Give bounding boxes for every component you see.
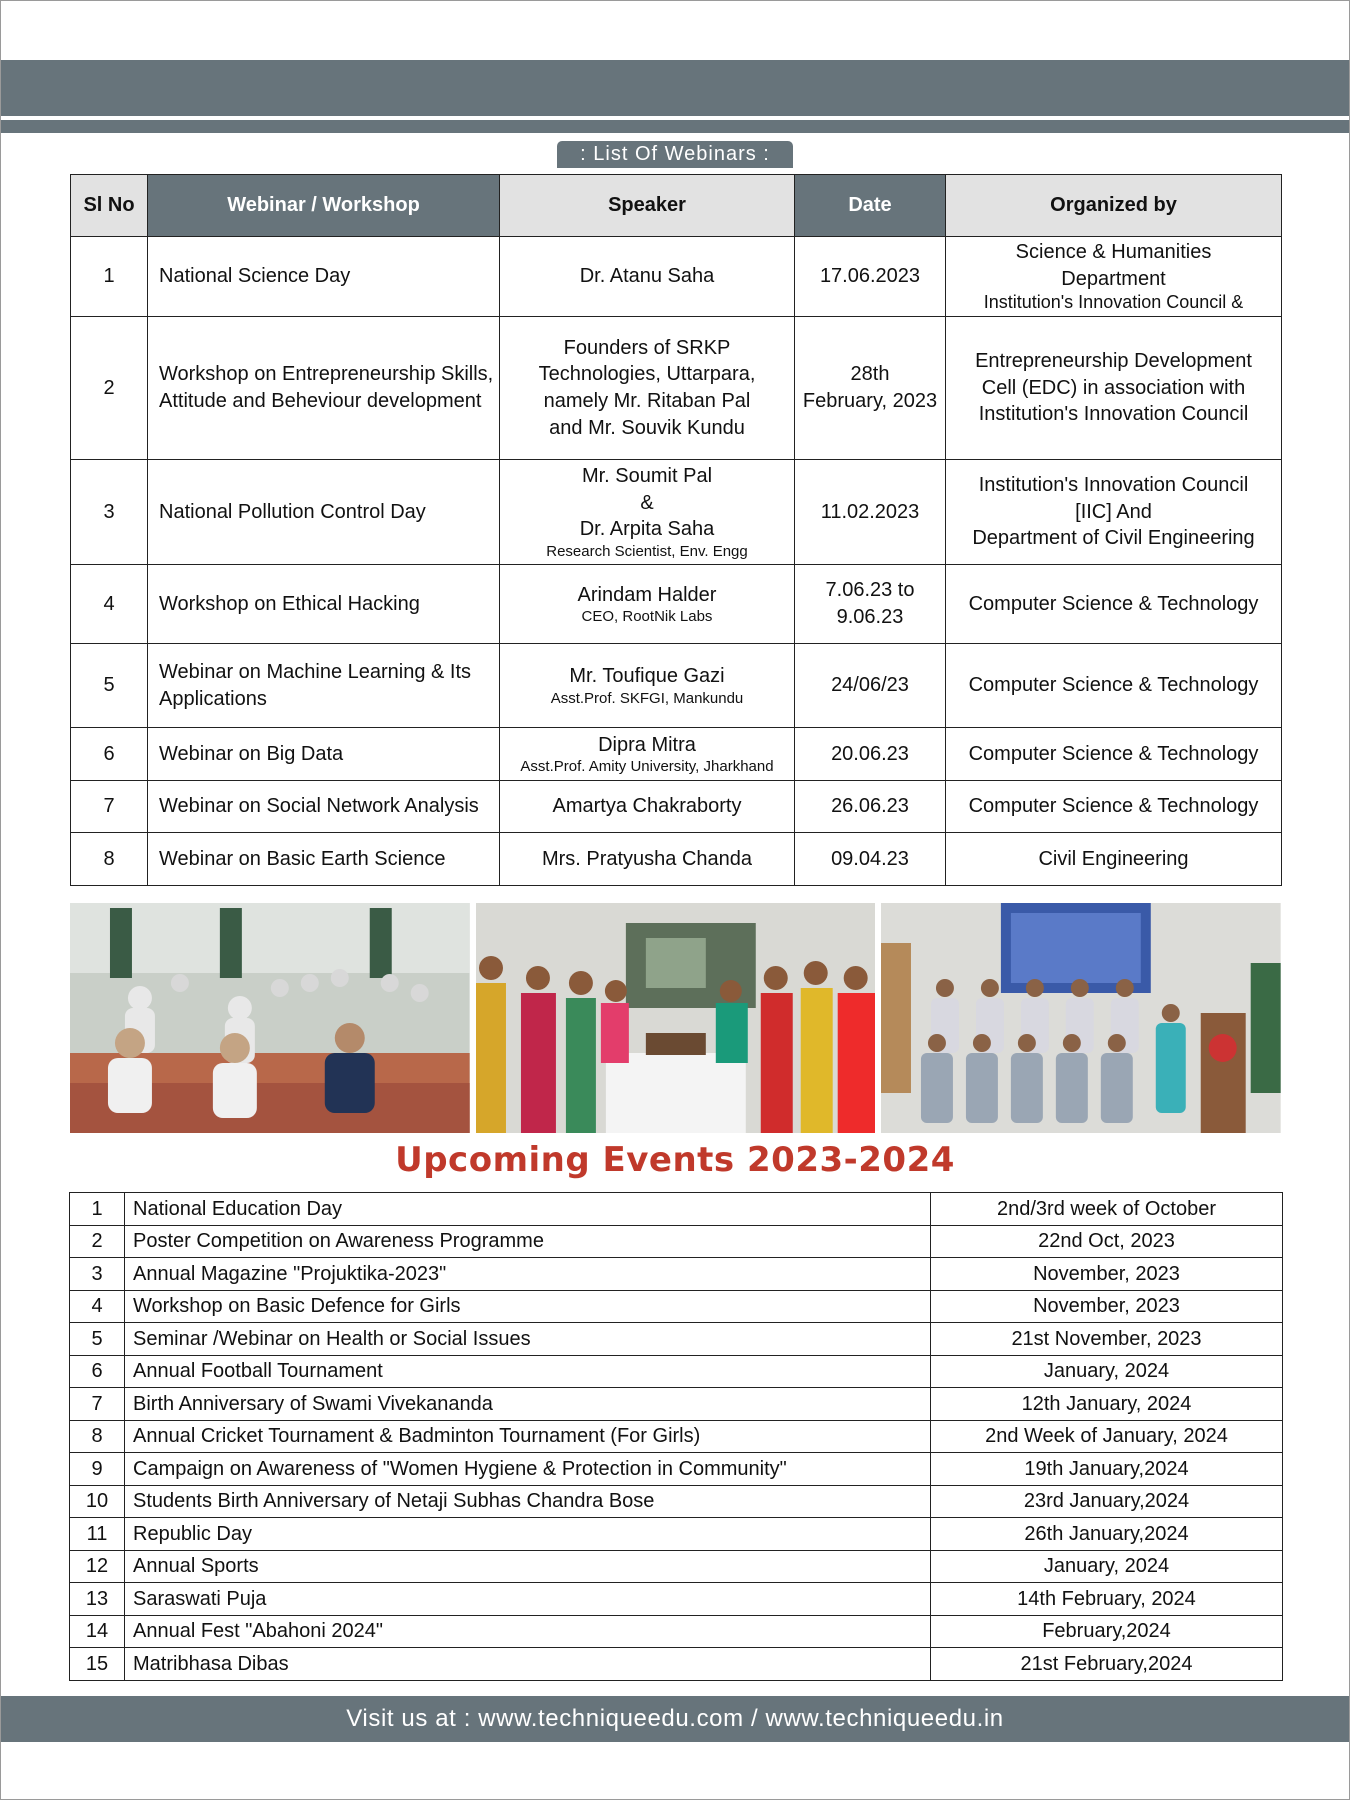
event-name: Annual Sports	[125, 1550, 931, 1583]
webinar-date-cell	[795, 833, 946, 886]
event-number: 10	[70, 1485, 125, 1518]
event-date: 14th February, 2024	[931, 1583, 1283, 1616]
webinar-title-line: Webinar on Basic Earth Science	[159, 847, 446, 870]
event-date: 21st November, 2023	[931, 1323, 1283, 1356]
webinar-sl-no: 1	[71, 237, 148, 317]
webinar-date-line: 11.02.2023	[820, 500, 920, 523]
event-name: Republic Day	[125, 1518, 931, 1551]
event-date: 19th January,2024	[931, 1453, 1283, 1486]
webinar-title-line: National Pollution Control Day	[159, 500, 426, 523]
event-date: 12th January, 2024	[931, 1388, 1283, 1421]
webinar-speaker-cell	[500, 833, 795, 886]
event-row	[70, 1420, 1283, 1453]
event-number: 9	[70, 1453, 125, 1486]
webinar-title-cell	[148, 781, 500, 833]
webinar-speaker-line: Mr. Soumit Pal	[581, 465, 713, 488]
webinar-date-cell	[795, 781, 946, 833]
event-row	[70, 1518, 1283, 1551]
event-date: 21st February,2024	[931, 1648, 1283, 1681]
event-date: 2nd Week of January, 2024	[931, 1420, 1283, 1453]
event-name: Matribhasa Dibas	[125, 1648, 931, 1681]
col-header-org: Organized by	[946, 175, 1282, 237]
webinar-speaker-cell	[500, 644, 795, 728]
webinar-title-line: National Science Day	[159, 265, 351, 288]
webinar-date-line: 7.06.23 to	[825, 579, 915, 602]
webinar-row	[71, 237, 1282, 317]
footer-website: Visit us at : www.techniqueedu.com / www.techniqueedu.in	[1, 1696, 1349, 1742]
webinar-org-line: Computer Science & Technology	[968, 795, 1259, 818]
webinar-speaker-note: Asst.Prof. SKFGI, Mankundu	[550, 689, 744, 707]
webinar-speaker-line: Arindam Halder	[577, 583, 717, 606]
webinar-speaker-cell	[500, 728, 795, 781]
webinar-org-line: [IIC] And	[1075, 500, 1152, 523]
webinar-org-line: Computer Science & Technology	[968, 742, 1259, 765]
webinar-sl-no: 8	[71, 833, 148, 886]
webinar-title-line: Workshop on Ethical Hacking	[159, 592, 420, 615]
event-date: November, 2023	[931, 1258, 1283, 1291]
webinar-speaker-cell	[500, 460, 795, 565]
webinar-sl-no: 3	[71, 460, 148, 565]
webinar-org-line: Science & Humanities	[1015, 241, 1212, 264]
event-number: 15	[70, 1648, 125, 1681]
webinar-sl-no: 5	[71, 644, 148, 728]
event-number: 13	[70, 1583, 125, 1616]
photo-yoga-session	[70, 903, 470, 1133]
event-number: 7	[70, 1388, 125, 1421]
webinar-title-cell	[148, 237, 500, 317]
webinar-date-line: 26.06.23	[831, 795, 909, 818]
event-number: 3	[70, 1258, 125, 1291]
webinar-speaker-line: namely Mr. Ritaban Pal	[543, 390, 751, 412]
event-date: November, 2023	[931, 1290, 1283, 1323]
upcoming-events-title: Upcoming Events 2023-2024	[395, 1140, 955, 1180]
webinar-date-line: 20.06.23	[831, 742, 909, 765]
webinar-title-cell	[148, 833, 500, 886]
webinar-speaker-line: Dipra Mitra	[598, 733, 696, 756]
photo-strip	[70, 903, 1281, 1133]
event-date: 2nd/3rd week of October	[931, 1193, 1283, 1226]
event-row	[70, 1453, 1283, 1486]
event-number: 12	[70, 1550, 125, 1583]
webinar-speaker-line: Technologies, Uttarpara,	[538, 363, 756, 386]
webinar-org-line: Entrepreneurship Development	[975, 350, 1252, 373]
webinar-header-row	[71, 175, 1282, 237]
webinar-title-line: Webinar on Social Network Analysis	[159, 795, 479, 818]
event-date: January, 2024	[931, 1355, 1283, 1388]
event-row	[70, 1550, 1283, 1583]
webinar-title-line: Attitude and Beheviour development	[159, 390, 482, 412]
event-date: 26th January,2024	[931, 1518, 1283, 1551]
webinar-date-line: 09.04.23	[831, 847, 909, 870]
webinar-date-cell	[795, 317, 946, 460]
event-name: Annual Magazine "Projuktika-2023"	[125, 1258, 931, 1291]
webinar-date-cell	[795, 728, 946, 781]
events-body	[70, 1193, 1283, 1681]
webinar-org-line: Department of Civil Engineering	[972, 527, 1255, 550]
event-name: Annual Cricket Tournament & Badminton Tournament (For Girls)	[125, 1420, 931, 1453]
webinar-org-line: Institution's Innovation Council	[978, 474, 1249, 497]
event-row	[70, 1388, 1283, 1421]
webinar-sl-no: 2	[71, 317, 148, 460]
webinar-org-cell	[946, 460, 1282, 565]
webinar-org-line: Institution's Innovation Council	[978, 403, 1249, 426]
event-name: Seminar /Webinar on Health or Social Issues	[125, 1323, 931, 1356]
webinar-date-cell	[795, 565, 946, 644]
webinar-table	[70, 174, 1282, 886]
webinar-row	[71, 565, 1282, 644]
webinar-speaker-cell	[500, 565, 795, 644]
event-date: January, 2024	[931, 1550, 1283, 1583]
webinar-org-line: Computer Science & Technology	[968, 592, 1259, 615]
col-header-speaker: Speaker	[500, 175, 795, 237]
webinar-org-cell	[946, 728, 1282, 781]
webinar-row	[71, 833, 1282, 886]
webinar-org-cell	[946, 781, 1282, 833]
webinar-speaker-line: and Mr. Souvik Kundu	[549, 416, 745, 439]
webinar-org-cell	[946, 833, 1282, 886]
webinar-speaker-line: Founders of SRKP	[563, 336, 731, 359]
upcoming-events-table	[69, 1192, 1283, 1681]
event-date: 23rd January,2024	[931, 1485, 1283, 1518]
header-band	[1, 60, 1349, 116]
webinar-title-line: Webinar on Machine Learning & Its	[159, 660, 472, 683]
event-row	[70, 1583, 1283, 1616]
webinar-speaker-note: Asst.Prof. Amity University, Jharkhand	[520, 758, 774, 776]
photo-cultural-program	[476, 903, 876, 1133]
event-number: 14	[70, 1615, 125, 1648]
webinar-sl-no: 7	[71, 781, 148, 833]
webinar-date-line: February, 2023	[802, 390, 938, 412]
webinar-title-cell	[148, 728, 500, 781]
webinar-speaker-line: Mrs. Pratyusha Chanda	[541, 847, 753, 870]
event-row	[70, 1648, 1283, 1681]
webinar-speaker-line: Mr. Toufique Gazi	[569, 665, 725, 688]
event-name: Campaign on Awareness of "Women Hygiene & Protection in Community"	[125, 1453, 931, 1486]
webinar-speaker-line: &	[640, 491, 654, 514]
photo-group-event	[881, 903, 1281, 1133]
webinar-org-line: Institution's Innovation Council &	[983, 292, 1244, 313]
webinar-row	[71, 644, 1282, 728]
webinar-speaker-cell	[500, 781, 795, 833]
webinar-row	[71, 460, 1282, 565]
event-row	[70, 1193, 1283, 1226]
col-header-sl: Sl No	[71, 175, 148, 237]
webinar-title-cell	[148, 565, 500, 644]
event-row	[70, 1225, 1283, 1258]
event-number: 8	[70, 1420, 125, 1453]
webinar-org-line: Computer Science & Technology	[968, 674, 1259, 697]
webinar-org-cell	[946, 317, 1282, 460]
event-row	[70, 1485, 1283, 1518]
event-name: National Education Day	[125, 1193, 931, 1226]
event-number: 11	[70, 1518, 125, 1551]
webinar-date-line: 9.06.23	[836, 606, 904, 628]
webinar-org-line: Department	[1061, 267, 1166, 290]
webinar-body	[71, 237, 1282, 886]
webinar-org-line: Cell (EDC) in association with	[981, 376, 1246, 399]
webinar-sl-no: 6	[71, 728, 148, 781]
event-name: Saraswati Puja	[125, 1583, 931, 1616]
webinar-date-cell	[795, 644, 946, 728]
webinar-sl-no: 4	[71, 565, 148, 644]
col-header-date: Date	[795, 175, 946, 237]
webinar-org-line: Civil Engineering	[1038, 847, 1189, 870]
event-name: Annual Football Tournament	[125, 1355, 931, 1388]
webinar-speaker-line: Dr. Arpita Saha	[579, 518, 715, 541]
webinar-list-title: : List Of Webinars :	[557, 141, 793, 168]
event-row	[70, 1615, 1283, 1648]
webinar-row	[71, 781, 1282, 833]
event-name: Workshop on Basic Defence for Girls	[125, 1290, 931, 1323]
webinar-title-cell	[148, 644, 500, 728]
event-name: Birth Anniversary of Swami Vivekananda	[125, 1388, 931, 1421]
webinar-row	[71, 728, 1282, 781]
webinar-title-line: Applications	[159, 687, 267, 710]
webinar-date-cell	[795, 460, 946, 565]
webinar-org-cell	[946, 565, 1282, 644]
webinar-row	[71, 317, 1282, 460]
event-number: 4	[70, 1290, 125, 1323]
event-name: Poster Competition on Awareness Programme	[125, 1225, 931, 1258]
header-rule	[1, 120, 1349, 133]
webinar-org-cell	[946, 644, 1282, 728]
event-date: 22nd Oct, 2023	[931, 1225, 1283, 1258]
webinar-speaker-note: Research Scientist, Env. Engg	[546, 542, 748, 560]
webinar-speaker-note: CEO, RootNik Labs	[581, 608, 713, 626]
webinar-title-cell	[148, 460, 500, 565]
event-number: 1	[70, 1193, 125, 1226]
webinar-date-line: 24/06/23	[831, 674, 909, 697]
event-row	[70, 1290, 1283, 1323]
webinar-title-cell	[148, 317, 500, 460]
webinar-title-line: Webinar on Big Data	[159, 742, 344, 765]
event-name: Annual Fest "Abahoni 2024"	[125, 1615, 931, 1648]
event-name: Students Birth Anniversary of Netaji Subhas Chandra Bose	[125, 1485, 931, 1518]
webinar-speaker-line: Amartya Chakraborty	[552, 795, 742, 818]
event-number: 5	[70, 1323, 125, 1356]
webinar-speaker-line: Dr. Atanu Saha	[579, 265, 715, 288]
webinar-date-line: 17.06.2023	[819, 265, 921, 288]
event-row	[70, 1323, 1283, 1356]
event-date: February,2024	[931, 1615, 1283, 1648]
webinar-title-line: Workshop on Entrepreneurship Skills,	[159, 363, 494, 386]
col-header-title: Webinar / Workshop	[148, 175, 500, 237]
webinar-date-cell	[795, 237, 946, 317]
event-number: 6	[70, 1355, 125, 1388]
webinar-date-line: 28th	[850, 363, 890, 386]
event-row	[70, 1258, 1283, 1291]
webinar-speaker-cell	[500, 317, 795, 460]
webinar-speaker-cell	[500, 237, 795, 317]
event-number: 2	[70, 1225, 125, 1258]
event-row	[70, 1355, 1283, 1388]
webinar-org-cell	[946, 237, 1282, 317]
